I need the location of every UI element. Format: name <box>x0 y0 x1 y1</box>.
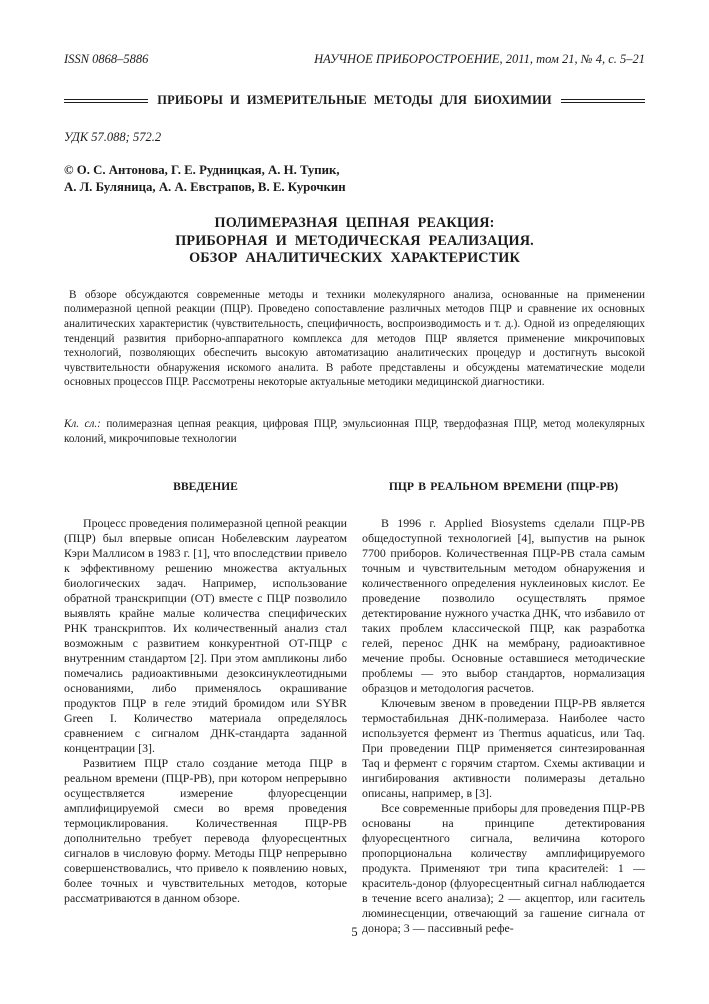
issn-label: ISSN 0868–5886 <box>64 52 149 66</box>
keywords-block <box>64 417 645 446</box>
journal-reference: НАУЧНОЕ ПРИБОРОСТРОЕНИЕ, 2011, том 21, № 4, с. 5–21 <box>314 52 645 66</box>
authors-line-1: © О. С. Антонова, Г. Е. Рудницкая, А. Н. Тупик, <box>64 163 340 177</box>
realtime-pcr-paragraph-3: Все современные приборы для проведения ПЦР-РВ основаны на принципе детектирования флуоресцентного сигнала, величина которого пропорциональна количеству амплифицируемого продукта. Применяют три типа красителей: 1 — краситель-донор (флуоресцентный сигнал наблюдается в течение всего анализа); 2 — акцептор, или гаситель люминесценции, отвечающий за гашение сигнала от донора; 3 — пассивный рефе- <box>362 801 645 936</box>
masthead <box>64 52 645 67</box>
introduction-paragraph-1: Процесс проведения полимеразной цепной реакции (ПЦР) был впервые описан Нобелевским лауреатом Кэри Маллисом в 1983 г. [1], что впоследствии привело к эффективному решению множества актуальных биологических задач. Например, использование обратной транскрипции (ОТ) вместе с ПЦР позволило выявлять крайне малые количества специфических РНК транскриптов. Их количественный анализ стал возможным с развитием конкурентной ОТ-ПЦР с внутренним стандартом [2]. При этом ампликоны либо помечались радиоактивными дезоксинуклеотидными основаниями, либо применялось окрашивание продуктов ПЦР в геле этидий бромидом или SYBR Green I. Количество материала определялось сравнением с сигналом ДНК-стандарта заданной концентрации [3]. <box>64 516 347 756</box>
two-column-body <box>64 480 645 936</box>
column-right <box>362 480 645 936</box>
article-title-line-3: ОБЗОР АНАЛИТИЧЕСКИХ ХАРАКТЕРИСТИК <box>189 250 520 267</box>
article-title-line-2: ПРИБОРНАЯ И МЕТОДИЧЕСКАЯ РЕАЛИЗАЦИЯ. <box>175 232 534 249</box>
page-number: 5 <box>351 925 358 939</box>
article-title <box>64 215 645 268</box>
section-heading-introduction: ВВЕДЕНИЕ <box>173 480 238 494</box>
abstract-text: В обзоре обсуждаются современные методы и техники молекулярного анализа, основанные на применении полимеразной цепной реакции (ПЦР). Проведено сопоставление различных методов ПЦР и сравнение их основных аналитических характеристик (чувствительность, специфичность, воспроизводимость и т. д.). Одной из определяющих тенденций развития приборно-аппаратного комплекса для методов ПЦР является применение микрочиповых технологий, позволяющих обеспечить высокую автоматизацию аналитических процедур и достигнуть высокой чувствительности обнаружения искомого аналита. В работе представлены и обсуждены математические модели основных процессов ПЦР. Рассмотрены некоторые актуальные методики медицинской диагностики. <box>64 288 645 389</box>
keywords-text: полимеразная цепная реакция, цифровая ПЦР, эмульсионная ПЦР, твердофазная ПЦР, метод молекулярных колоний, микрочиповые технологии <box>64 417 645 445</box>
banner-rule-left <box>64 99 148 103</box>
realtime-pcr-paragraph-2: Ключевым звеном в проведении ПЦР-РВ является термостабильная ДНК-полимераза. Наиболее часто используется фермент из Thermus aquaticus, или Taq. При проведении ПЦР применяется синтезированная Taq и фермент с горячим стартом. Схемы активации и ингибирования активности полимеразы детально описаны, например, в [3]. <box>362 696 645 801</box>
column-left <box>64 480 347 936</box>
banner-rule-right <box>561 99 645 103</box>
section-heading-realtime-pcr: ПЦР В РЕАЛЬНОМ ВРЕМЕНИ (ПЦР-РВ) <box>388 480 619 494</box>
introduction-paragraph-2: Развитием ПЦР стало создание метода ПЦР в реальном времени (ПЦР-РВ), при котором непрерывно осуществляется измерение флуоресценции амплифицируемой смеси во время проведения термоциклирования. Количественная ПЦР-РВ дополнительно требует перевода флуоресцентных сигналов в числовую форму. Методы ПЦР непрерывно совершенствовались, что привело к появлению новых, более точных и чувствительных методов, которые рассматриваются в данном обзоре. <box>64 756 347 906</box>
authors-block <box>64 162 645 195</box>
section-banner <box>64 93 645 108</box>
article-title-line-1: ПОЛИМЕРАЗНАЯ ЦЕПНАЯ РЕАКЦИЯ: <box>214 215 495 231</box>
udc-code: УДК 57.088; 572.2 <box>64 130 162 144</box>
authors-line-2: А. Л. Буляница, А. А. Евстрапов, В. Е. Курочкин <box>64 179 346 194</box>
keywords-label: Кл. сл.: <box>64 417 101 430</box>
section-banner-text: ПРИБОРЫ И ИЗМЕРИТЕЛЬНЫЕ МЕТОДЫ ДЛЯ БИОХИМИИ <box>157 93 552 107</box>
realtime-pcr-paragraph-1: В 1996 г. Applied Biosystems сделали ПЦР-РВ общедоступной технологией [4], выпустив на рынок 7700 приборов. Количественная ПЦР-РВ стала самым точным и чувствительным методом обнаружения и количественного определения нуклеиновых кислот. Ее проведение позволило осуществлять прямое детектирование нужного участка ДНК, что избавило от таких проблем классической ПЦР, как разработка гелей, перенос ДНК на мембрану, радиоактивное мечение пробы. Основные оставшиеся методические проблемы — это выбор стандартов, нормализация образцов и методология расчетов. <box>362 516 645 696</box>
